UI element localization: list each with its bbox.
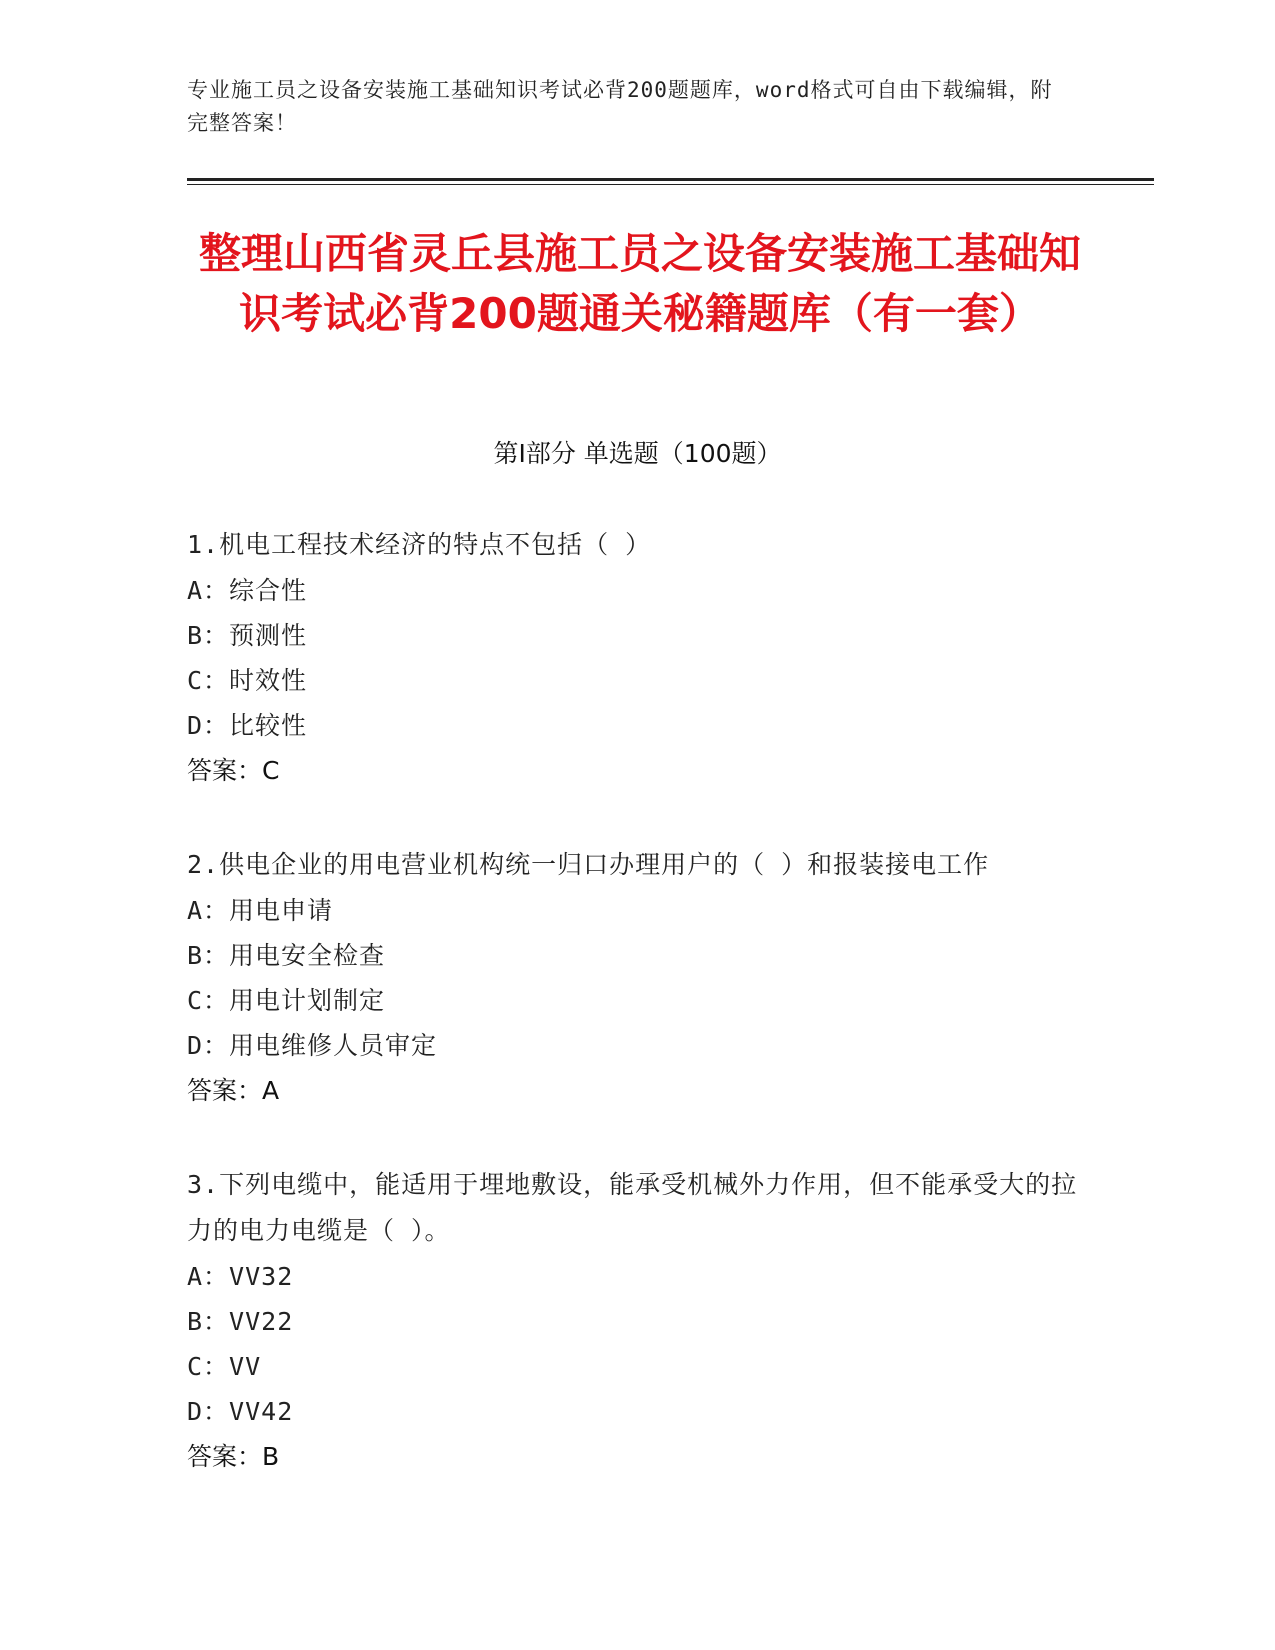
answer: 答案：A: [187, 1076, 280, 1105]
option-a: A：VV32: [187, 1262, 294, 1291]
option-a: A：用电申请: [187, 896, 334, 925]
question-stem: 2.供电企业的用电营业机构统一归口办理用户的（ ）和报装接电工作: [187, 850, 990, 879]
option-d: D：比较性: [187, 711, 308, 740]
option-c: C：VV: [187, 1352, 262, 1381]
header-note: 专业施工员之设备安装施工基础知识考试必背200题题库，word格式可自由下载编辑，附完整答案！: [187, 78, 1053, 135]
question-list: [187, 522, 1087, 1528]
question-2: [187, 842, 1087, 1114]
section-title: 第I部分 单选题（100题）: [493, 439, 782, 468]
header-divider-thin: [187, 184, 1154, 185]
option-b: B：VV22: [187, 1307, 294, 1336]
option-c: C：用电计划制定: [187, 986, 386, 1015]
option-d: D：VV42: [187, 1397, 294, 1426]
answer: 答案：C: [187, 756, 280, 785]
answer: 答案：B: [187, 1442, 280, 1471]
option-b: B：预测性: [187, 621, 308, 650]
question-1: [187, 522, 1087, 794]
question-stem: 1.机电工程技术经济的特点不包括（ ）: [187, 530, 652, 559]
option-a: A：综合性: [187, 576, 308, 605]
option-c: C：时效性: [187, 666, 308, 695]
option-d: D：用电维修人员审定: [187, 1031, 438, 1060]
option-b: B：用电安全检查: [187, 941, 386, 970]
question-stem: 3.下列电缆中，能适用于埋地敷设，能承受机械外力作用，但不能承受大的拉力的电力电缆是（ ）。: [187, 1170, 1078, 1245]
header-divider-thick: [187, 178, 1154, 181]
page-title: 整理山西省灵丘县施工员之设备安装施工基础知识考试必背200题通关秘籍题库（有一套）: [198, 229, 1081, 338]
question-3: [187, 1162, 1087, 1480]
